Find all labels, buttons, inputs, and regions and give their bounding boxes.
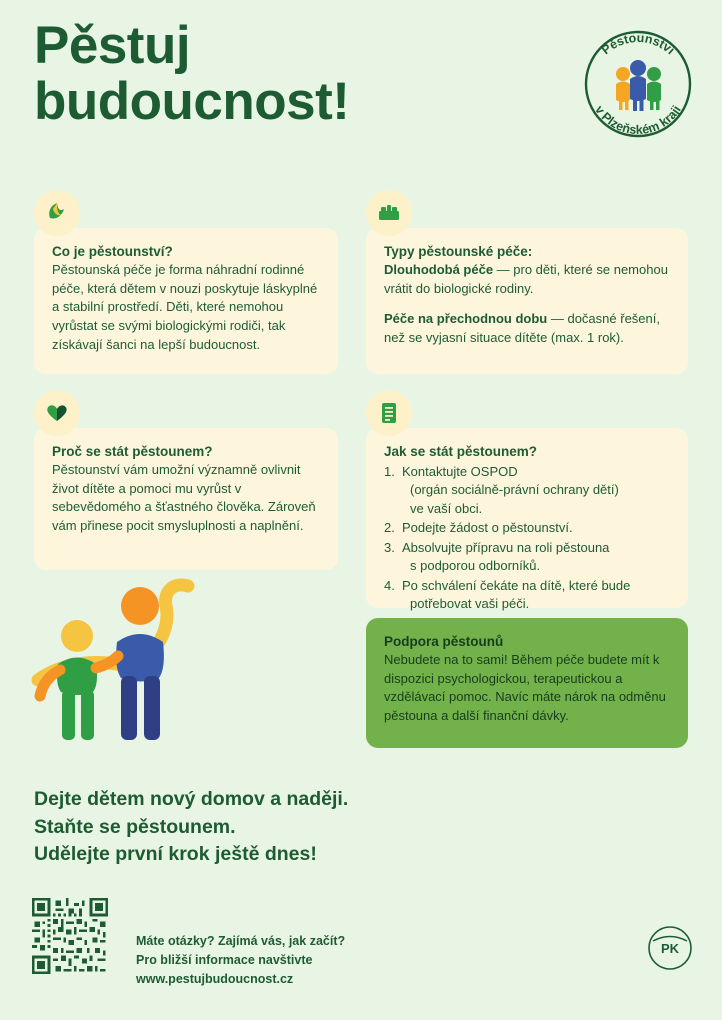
list-item: [384, 539, 670, 576]
contact-block: [136, 932, 345, 988]
brand-logo: [576, 22, 700, 146]
step-subtext-2: ve vaší obci.: [410, 500, 483, 516]
step-text: Podejte žádost o pěstounství.: [402, 520, 573, 536]
card-what-body: Pěstounská péče je forma náhradní rodinné péče, která dětem v nouzi poskytuje láskyplné a stabilní prostředí. Děti, které nemohou vyrůstat se svými biologickými rodiči, tak získávají šanci na lepší budoucnost.: [52, 262, 318, 352]
title-line-2: budoucnost!: [34, 72, 350, 132]
step-text: Kontaktujte OSPOD: [402, 464, 518, 479]
page-title: [34, 18, 349, 130]
step-number: 1.: [384, 464, 395, 479]
card-types-paragraph-2: [384, 310, 670, 347]
card-types-paragraph-1: [384, 261, 670, 298]
svg-text:v Plzeňském kraji: v Plzeňském kraji: [592, 102, 684, 138]
step-subtext-1: (orgán sociálně-právní ochrany dětí): [410, 482, 619, 498]
pk-logo-text: PK: [660, 941, 680, 956]
cta-line-3: Udělejte první krok ještě dnes!: [34, 843, 317, 866]
call-to-action: [34, 786, 348, 869]
step-number: 4.: [384, 577, 395, 593]
types-temporary-text: — dočasné řešení, než se vyjasní situace dítěte (max. 1 rok).: [384, 311, 660, 346]
types-long-term-label: Dlouhodobá péče: [384, 262, 494, 277]
pk-region-logo: [646, 924, 694, 972]
website-link[interactable]: www.pestujbudoucnost.cz: [136, 971, 294, 986]
card-what-is-fostering: [34, 228, 338, 374]
qr-code[interactable]: [32, 898, 108, 974]
cta-line-1: Dejte dětem nový domov a naději.: [34, 788, 349, 810]
step-text: Absolvujte přípravu na roli pěstouna: [402, 539, 610, 555]
heart-icon: [34, 390, 80, 436]
leaf-icon: [34, 190, 80, 236]
card-support-heading: Podpora pěstounů: [384, 634, 504, 649]
card-types-heading: Typy pěstounské péče:: [384, 244, 533, 259]
list-item: [384, 463, 670, 518]
how-steps-list: [384, 463, 670, 614]
types-long-term-text: — pro děti, které se nemohou vrátit do biologické rodiny.: [384, 262, 668, 296]
list-item: [384, 519, 670, 537]
cta-line-2: Staňte se pěstounem.: [34, 815, 236, 838]
list-item: [384, 577, 670, 614]
document-icon: [366, 390, 412, 436]
card-why-become-foster: [34, 428, 338, 570]
step-text: Po schválení čekáte na dítě, které bude: [402, 577, 631, 593]
step-number: 3.: [384, 539, 395, 555]
step-number: 2.: [384, 520, 395, 536]
card-why-heading: Proč se stát pěstounem?: [52, 444, 213, 459]
contact-line-1: Máte otázky? Zajímá vás, jak začít?: [136, 934, 346, 948]
card-support-body: Nebudete na to sami! Během péče budete mít k dispozici psychologickou, terapeutickou a vzdělávací pomoc. Navíc máte nárok na odměnu pěstouna a další finanční dávky.: [384, 652, 666, 724]
card-types-of-care: [366, 228, 688, 374]
card-how-to-become-foster: [366, 428, 688, 612]
card-how-heading: Jak se stát pěstounem?: [384, 444, 538, 459]
svg-text:Pěstounství: Pěstounství: [598, 30, 678, 58]
house-icon: [366, 190, 412, 236]
card-why-body: Pěstounství vám umožní významně ovlivnit život dítěte a pomoci mu vyrůst v sebevědomého a šťastného člověka. Zároveň vám přinese pocit smysluplnosti a naplnění.: [52, 462, 316, 534]
step-subtext-1: potřebovat vaši péči.: [410, 596, 530, 612]
card-support-for-foster-parents: [366, 618, 688, 748]
step-subtext-1: s podporou odborníků.: [410, 558, 541, 574]
types-temporary-label: Péče na přechodnou dobu: [384, 311, 548, 327]
family-illustration: [20, 560, 320, 770]
title-line-1: Pěstuj: [34, 16, 191, 75]
contact-line-2: Pro bližší informace navštivte: [136, 952, 313, 967]
card-what-heading: Co je pěstounství?: [52, 244, 173, 259]
